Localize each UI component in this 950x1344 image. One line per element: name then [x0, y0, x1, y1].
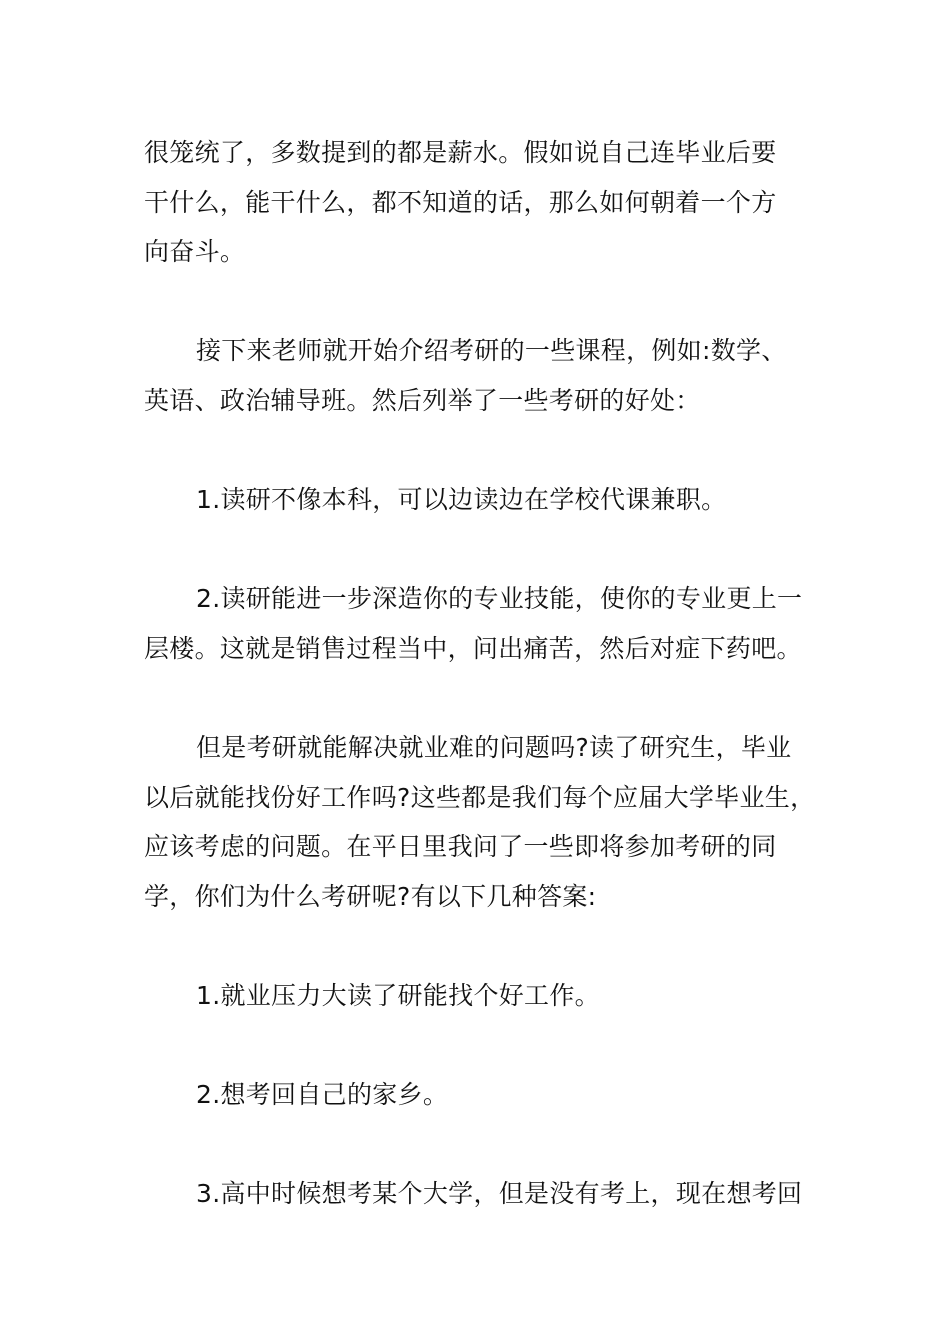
list-item-answer-1 [144, 971, 844, 1021]
document-body [144, 128, 844, 1219]
text-line: 接下来老师就开始介绍考研的一些课程，例如:数学、 [196, 336, 787, 366]
text-line: 向奋斗。 [144, 237, 246, 267]
paragraph-gap [144, 277, 844, 327]
text-line: 应该考虑的问题。在平日里我问了一些即将参加考研的同 [144, 832, 777, 862]
paragraph-gap [144, 674, 844, 724]
paragraph-teacher-intro [144, 326, 844, 425]
text-line: 3.高中时候想考某个大学，但是没有考上，现在想考回 [196, 1179, 803, 1209]
list-item-benefit-1 [144, 475, 844, 525]
text-line: 英语、政治辅导班。然后列举了一些考研的好处： [144, 385, 701, 415]
text-line: 层楼。这就是销售过程当中，问出痛苦，然后对症下药吧。 [144, 633, 802, 663]
text-line: 但是考研就能解决就业难的问题吗?读了研究生，毕业 [196, 733, 792, 763]
text-line: 学，你们为什么考研呢?有以下几种答案: [144, 881, 597, 911]
text-line: 干什么，能干什么，都不知道的话，那么如何朝着一个方 [144, 187, 777, 217]
text-line: 以后就能找份好工作吗?这些都是我们每个应届大学毕业生， [144, 782, 816, 812]
list-item-benefit-2 [144, 574, 844, 673]
list-item-answer-2 [144, 1070, 844, 1120]
text-line: 1.就业压力大读了研能找个好工作。 [196, 981, 600, 1011]
text-line: 很笼统了，多数提到的都是薪水。假如说自己连毕业后要 [144, 138, 777, 167]
paragraph-salary-vague [144, 128, 844, 277]
text-line: 2.读研能进一步深造你的专业技能，使你的专业更上一 [196, 584, 803, 614]
paragraph-gap [144, 1021, 844, 1071]
text-line: 1.读研不像本科，可以边读边在学校代课兼职。 [196, 485, 727, 515]
paragraph-question [144, 723, 844, 921]
text-line: 2.想考回自己的家乡。 [196, 1080, 449, 1110]
paragraph-gap [144, 1120, 844, 1170]
paragraph-gap [144, 922, 844, 972]
paragraph-gap [144, 525, 844, 575]
paragraph-gap [144, 426, 844, 476]
list-item-answer-3 [144, 1169, 844, 1219]
